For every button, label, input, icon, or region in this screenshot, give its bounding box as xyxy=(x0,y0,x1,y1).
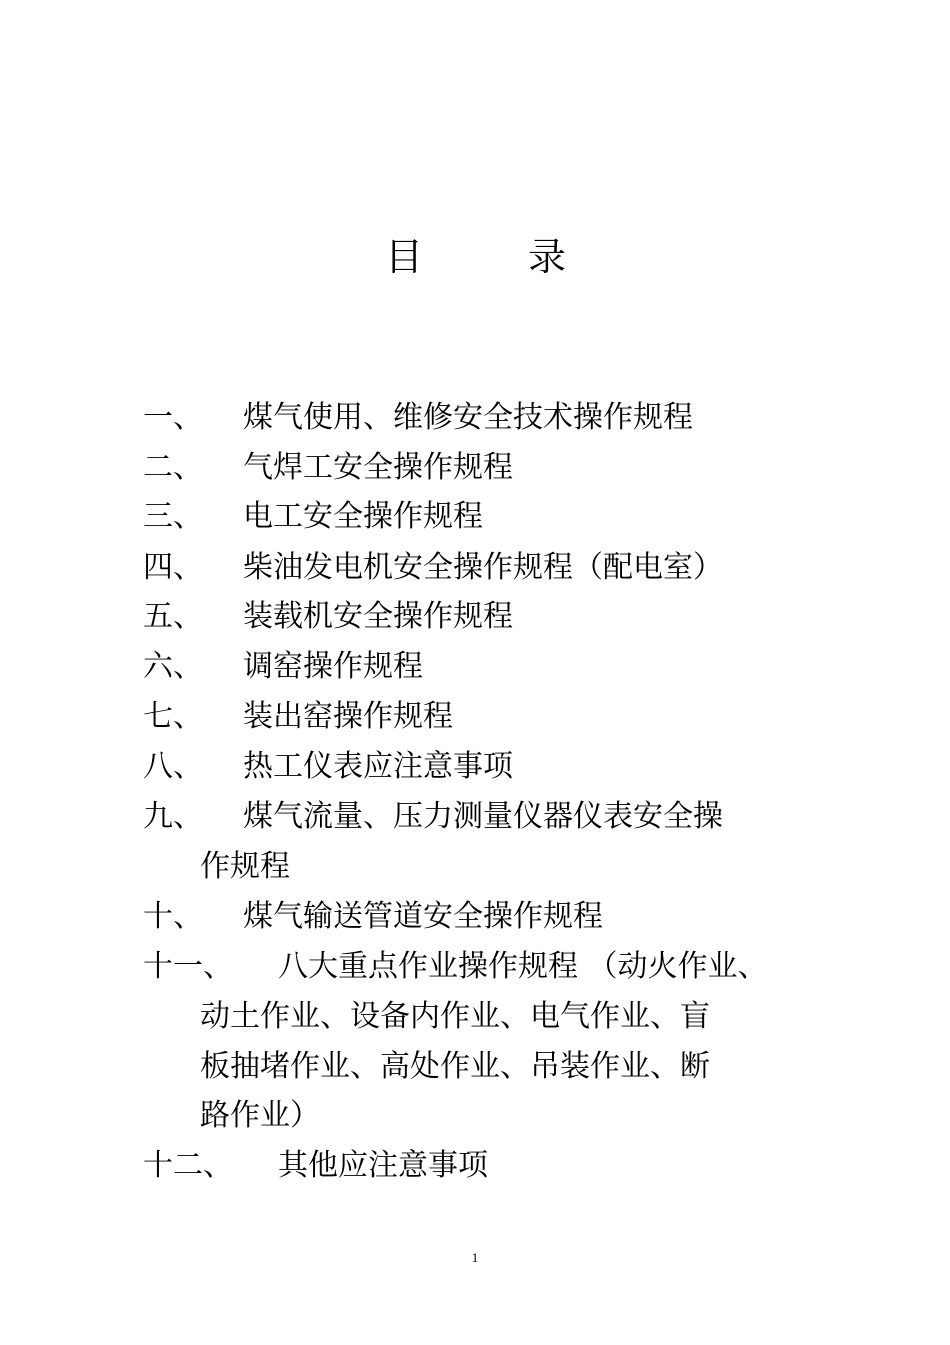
toc-title-continuation: 作规程 xyxy=(200,849,290,884)
toc-title: 煤气输送管道安全操作规程 xyxy=(243,899,603,934)
toc-number: 三、 xyxy=(143,499,203,534)
toc-title-continuation: 板抽堵作业、高处作业、吊装作业、断 xyxy=(200,1049,710,1084)
toc-title: 气焊工安全操作规程 xyxy=(243,450,513,485)
toc-title: 装载机安全操作规程 xyxy=(243,599,513,634)
toc-number: 十、 xyxy=(143,899,203,934)
toc-title: 调窑操作规程 xyxy=(243,649,423,684)
toc-number: 十二、 xyxy=(143,1148,233,1183)
toc-title: 煤气流量、压力测量仪器仪表安全操 xyxy=(243,799,723,834)
toc-title: 电工安全操作规程 xyxy=(243,499,483,534)
toc-number: 二、 xyxy=(143,450,203,485)
toc-title: 其他应注意事项 xyxy=(278,1148,488,1183)
toc-title: 装出窑操作规程 xyxy=(243,699,453,734)
toc-title-continuation: 路作业） xyxy=(200,1098,320,1133)
title-char-2: 录 xyxy=(528,235,567,279)
toc-number: 六、 xyxy=(143,649,203,684)
toc-number: 四、 xyxy=(143,550,203,585)
toc-title-continuation: 动土作业、设备内作业、电气作业、盲 xyxy=(200,999,710,1034)
toc-number: 五、 xyxy=(143,599,203,634)
page-number: 1 xyxy=(471,1250,479,1265)
toc-number: 七、 xyxy=(143,699,203,734)
toc-number: 一、 xyxy=(143,400,203,435)
toc-number: 十一、 xyxy=(143,949,233,984)
title-char-1: 目 xyxy=(385,235,424,279)
toc-title: 热工仪表应注意事项 xyxy=(243,749,513,784)
page-title xyxy=(0,232,950,282)
toc-title: 八大重点作业操作规程 （动火作业、 xyxy=(278,949,768,984)
toc-title: 柴油发电机安全操作规程（配电室） xyxy=(243,550,723,585)
toc-title: 煤气使用、维修安全技术操作规程 xyxy=(243,400,693,435)
toc-number: 八、 xyxy=(143,749,203,784)
toc-number: 九、 xyxy=(143,799,203,834)
